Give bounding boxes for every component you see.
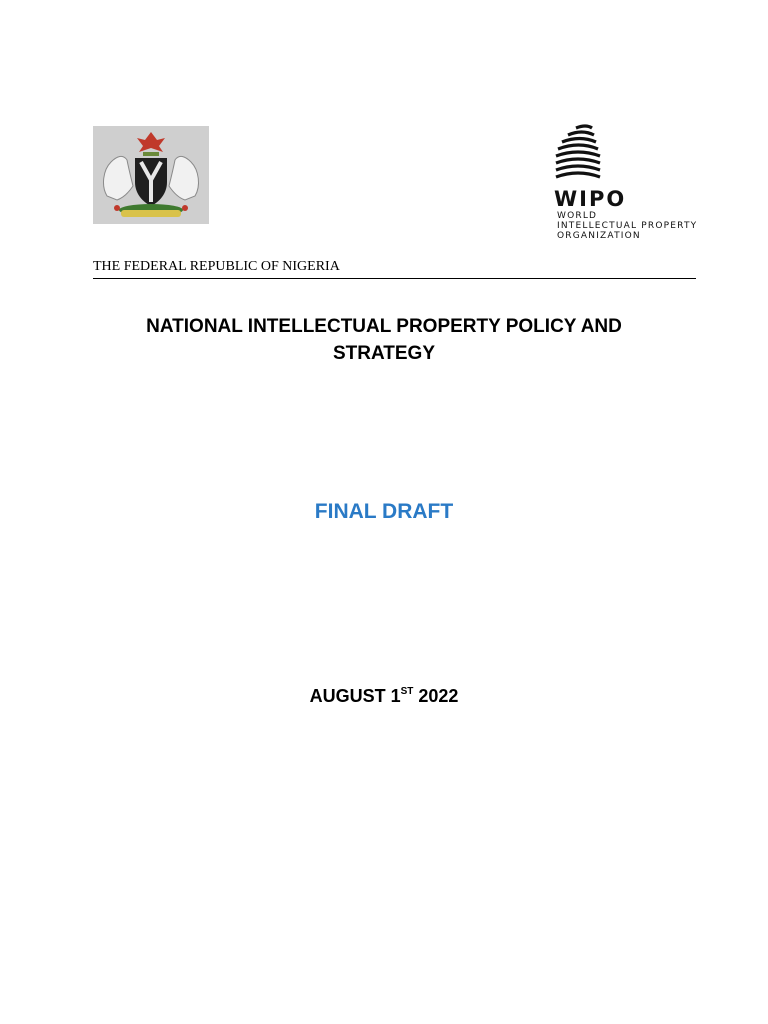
wipo-line-organization: ORGANIZATION — [557, 231, 641, 241]
wipo-line-intellectual-property: INTELLECTUAL PROPERTY — [557, 221, 698, 231]
republic-heading: THE FEDERAL REPUBLIC OF NIGERIA — [93, 259, 340, 274]
document-date — [0, 686, 768, 707]
wipo-logo — [528, 115, 718, 239]
draft-status: FINAL DRAFT — [314, 500, 454, 523]
wipo-line-world: WORLD — [557, 211, 598, 221]
nigeria-coat-of-arms-icon — [93, 126, 209, 224]
header-divider — [93, 278, 696, 279]
date-ordinal-suffix: ST — [400, 686, 414, 697]
date-prefix: AUGUST 1 — [309, 686, 401, 706]
wipo-acronym: WIPO — [554, 187, 627, 211]
date-year: 2022 — [413, 686, 459, 706]
document-title: NATIONAL INTELLECTUAL PROPERTY POLICY AND STRATEGY — [146, 316, 622, 364]
wipo-logo-icon — [552, 119, 604, 185]
wipo-full-name — [557, 211, 697, 241]
